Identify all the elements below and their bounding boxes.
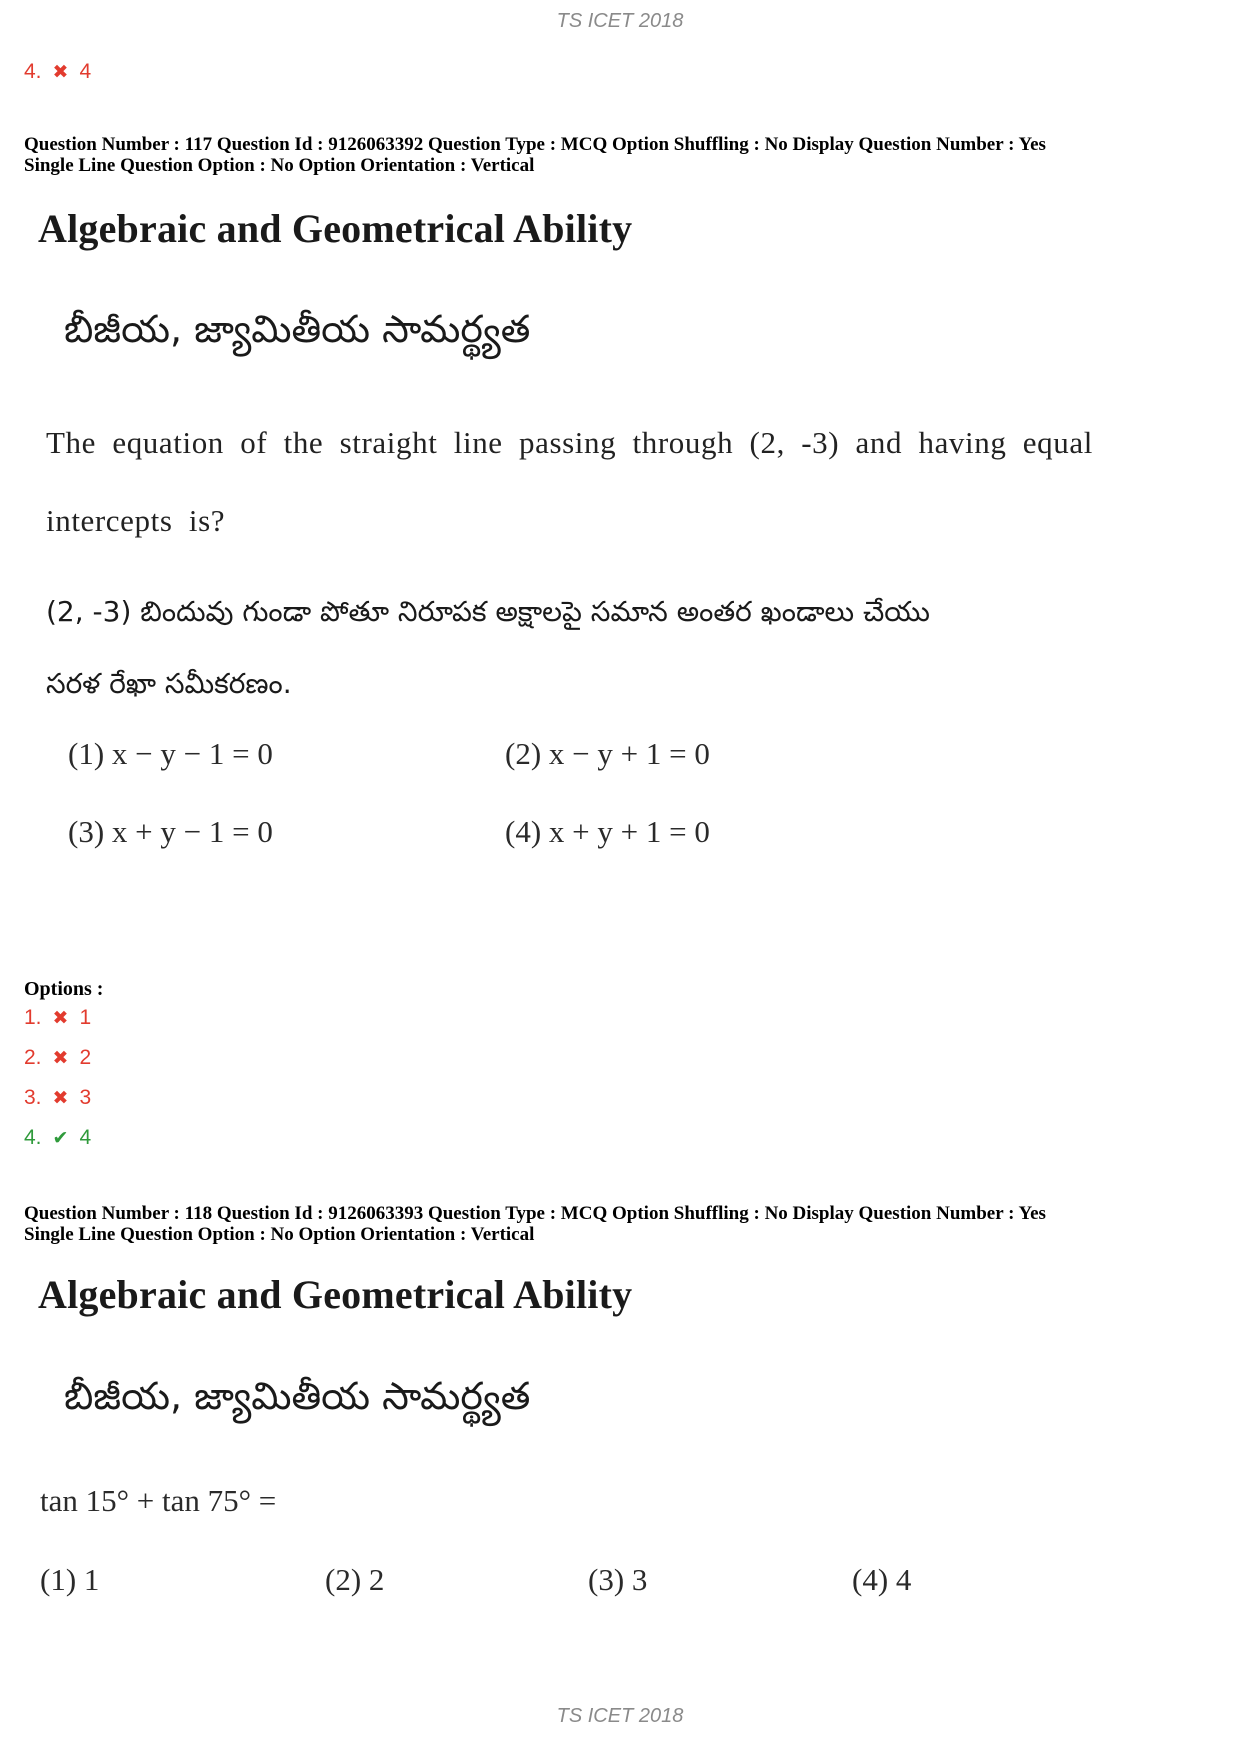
option-value: 4 bbox=[79, 60, 92, 83]
page-footer: TS ICET 2018 bbox=[556, 1705, 684, 1727]
cross-icon: ✖ bbox=[52, 1007, 69, 1029]
choice-3: (3) 3 bbox=[588, 1562, 648, 1597]
option-value: 2 bbox=[79, 1046, 92, 1069]
choice-1: (1) x − y − 1 = 0 bbox=[68, 736, 273, 771]
option-4 bbox=[24, 1126, 91, 1150]
question-text-telugu-line-1: (2, -3) బిందువు గుండా పోతూ నిరూపక అక్షాలపై సమాన అంతర ఖండాలు చేయు bbox=[46, 595, 930, 628]
meta-line-2: Single Line Question Option : No Option Orientation : Vertical bbox=[24, 155, 535, 176]
meta-line-2: Single Line Question Option : No Option Orientation : Vertical bbox=[24, 1224, 535, 1245]
option-3 bbox=[24, 1086, 91, 1110]
subject-heading: Algebraic and Geometrical Ability bbox=[38, 206, 633, 251]
cross-icon: ✖ bbox=[52, 1047, 69, 1069]
meta-line-1: Question Number : 117 Question Id : 9126063392 Question Type : MCQ Option Shuffling : No Display Question Number : Yes bbox=[24, 134, 1046, 155]
prev-option-4 bbox=[24, 60, 91, 84]
meta-line-1: Question Number : 118 Question Id : 9126063393 Question Type : MCQ Option Shuffling : No Display Question Number : Yes bbox=[24, 1203, 1046, 1224]
choice-3: (3) x + y − 1 = 0 bbox=[68, 814, 273, 849]
choice-4: (4) 4 bbox=[852, 1562, 912, 1597]
question-text-line-1: The equation of the straight line passing through (2, -3) and having equal bbox=[46, 425, 1093, 460]
cross-icon: ✖ bbox=[52, 61, 69, 83]
option-value: 1 bbox=[79, 1006, 92, 1029]
question-text-line-2: intercepts is? bbox=[46, 503, 226, 538]
choice-2: (2) x − y + 1 = 0 bbox=[505, 736, 710, 771]
subject-heading: Algebraic and Geometrical Ability bbox=[38, 1272, 633, 1317]
option-number: 1. bbox=[24, 1006, 42, 1029]
option-value: 3 bbox=[79, 1086, 92, 1109]
option-1 bbox=[24, 1006, 91, 1030]
question-117-meta bbox=[24, 134, 1224, 176]
options-label: Options : bbox=[24, 978, 104, 1000]
cross-icon: ✖ bbox=[52, 1087, 69, 1109]
option-number: 2. bbox=[24, 1046, 42, 1069]
option-number: 3. bbox=[24, 1086, 42, 1109]
check-icon: ✔ bbox=[52, 1127, 69, 1149]
subject-heading-telugu: బీజీయ, జ్యామితీయ సామర్థ్యత bbox=[64, 307, 531, 351]
option-number: 4. bbox=[24, 60, 42, 83]
question-118-meta bbox=[24, 1203, 1224, 1245]
option-value: 4 bbox=[79, 1126, 92, 1149]
choice-2: (2) 2 bbox=[325, 1562, 385, 1597]
subject-heading-telugu: బీజీయ, జ్యామితీయ సామర్థ్యత bbox=[64, 1374, 531, 1418]
question-text: tan 15° + tan 75° = bbox=[40, 1483, 277, 1518]
option-number: 4. bbox=[24, 1126, 42, 1149]
choice-1: (1) 1 bbox=[40, 1562, 100, 1597]
choice-4: (4) x + y + 1 = 0 bbox=[505, 814, 710, 849]
question-text-telugu-line-2: సరళ రేఖా సమీకరణం. bbox=[46, 667, 292, 700]
page-header: TS ICET 2018 bbox=[556, 10, 684, 32]
option-2 bbox=[24, 1046, 91, 1070]
